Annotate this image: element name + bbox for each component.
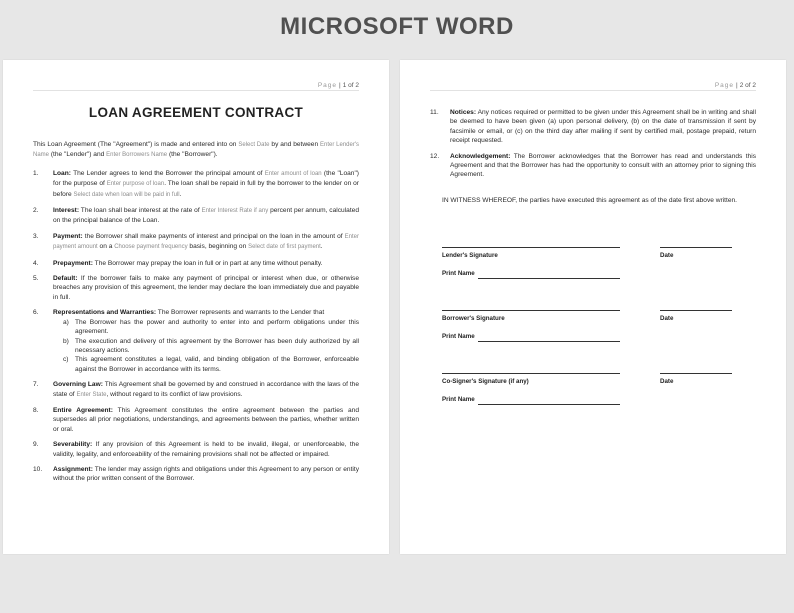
clause-item [33,308,359,374]
date-line[interactable] [660,373,732,374]
clause-number: 8. [33,406,39,414]
placeholder-field[interactable]: Select date of first payment [248,244,321,251]
sub-clause-text: The execution and delivery of this agreement by the Borrower has been duly authorized by all necessary actions. [75,337,359,354]
print-name-label: Print Name [442,396,475,404]
date-label: Date [660,252,674,260]
clause-heading: Payment: [53,232,83,240]
date-line[interactable] [660,247,732,248]
sub-clause [63,337,359,356]
clause-text: If the borrower fails to make any payment of principal or interest when due, or otherwise breaches any provision of this agreement, the lender may declare the loan immediately due and payable in full. [53,275,359,301]
clause-number: 3. [33,232,39,240]
clause-text: . The loan shall be repaid in full by the borrower to the lender on or before [53,180,359,198]
clause-item [33,169,359,200]
clause-heading: Loan: [53,169,71,177]
page2-body [430,108,756,436]
signature-block [442,373,756,436]
clause-text: , without regard to its conflict of law provisions. [106,390,243,398]
clause-text: This Agreement constitutes the entire agreement between the parties and supersedes all prior negotiations, understandings, and agreements between the parties, whether written or oral. [53,406,360,433]
placeholder-field[interactable]: Enter State [76,391,107,398]
clause-text: the Borrower shall make payments of interest and principal on the loan in the amount of [82,232,345,240]
sub-clause [63,355,359,374]
clause-item [33,206,359,226]
placeholder-field[interactable]: Choose payment frequency [114,244,188,251]
clause-number: 5. [33,275,39,283]
placeholder-field[interactable]: Enter amount of loan [264,170,322,177]
header-divider [430,90,756,91]
page-count: 2 of 2 [739,82,756,89]
signature-line[interactable] [442,310,620,311]
page-number: Page | 1 of 2 [317,82,359,89]
clause-heading: Representations and Warranties: [53,309,157,317]
sub-clause-letter: c) [63,356,69,364]
clause-text: basis, beginning on [187,243,249,251]
signature-line[interactable] [442,247,620,248]
clause-number: 7. [33,381,39,389]
clause-text: . [320,243,323,251]
document-title: LOAN AGREEMENT CONTRACT [88,105,304,120]
placeholder-field[interactable]: Select date when loan will be paid in full [73,191,180,198]
signature-label: Lender's Signature [442,252,498,260]
signature-block [442,247,756,310]
page-label: Page [714,82,735,89]
clause-item [33,232,359,253]
clause-list [33,169,359,484]
print-name-line[interactable] [478,404,620,405]
clause-text: This Loan Agreement (The "Agreement") is made and entered into on [33,141,239,148]
sub-clause [63,318,359,337]
clause-text: The Lender agrees to lend the Borrower the principal amount of [70,169,265,177]
clause-text: on a [97,243,115,251]
date-label: Date [660,378,674,386]
page1-body [33,140,359,490]
page-count: 1 of 2 [342,82,359,89]
clause-text: The Borrower acknowledges that the Borrower has read and understands this Agreement and that the Borrower has had the opportunity to consult with an attorney prior to signing this Agreement. [450,152,756,179]
sub-clause-text: The Borrower has the power and authority to enter into and perform obligations under this agreement. [75,318,359,336]
date-line[interactable] [660,310,732,311]
clause-text: The Borrower represents and warrants to the Lender that [156,309,325,317]
clause-number: 4. [33,259,39,267]
clause-number: 2. [33,207,39,215]
clause-text: (the "Loan") for the purpose of [53,169,360,188]
sub-clause-text: This agreement constitutes a legal, valid, and binding obligation of the Borrower, enforceable against the Borrower in accordance with its terms. [75,356,359,373]
clause-number: 9. [33,441,39,449]
clause-item [33,406,359,434]
clause-item [33,274,359,302]
clause-text: (the "Borrower"). [167,151,218,159]
sub-clause-letter: a) [63,318,69,326]
clause-heading: Governing Law: [53,381,103,389]
signature-block [442,310,756,373]
print-name-label: Print Name [442,270,475,278]
clause-heading: Notices: [450,109,477,116]
clause-text: If any provision of this Agreement is held to be invalid, illegal, or unenforceable, the validity, legality, and enforceability of the remaining provisions shall not be affected or impaired. [53,441,359,458]
clause-list [430,108,756,180]
clause-text: by and between [269,141,321,148]
clause-item [33,380,359,400]
clause-heading: Interest: [53,207,80,215]
clause-heading: Severability: [53,441,93,449]
clause-number: 6. [33,309,39,317]
clause-item [33,440,359,459]
placeholder-field[interactable]: Enter Interest Rate if any [201,208,269,215]
clause-text: percent per annum, calculated on the principal balance of the Loan. [53,207,359,225]
clause-number: 1. [33,169,39,177]
signature-section [430,247,756,436]
clause-number: 10. [33,465,43,473]
clause-heading: Entire Agreement: [53,406,113,414]
clause-item [33,465,359,484]
placeholder-field[interactable]: Enter payment amount [53,233,359,251]
signature-label: Borrower's Signature [442,315,505,323]
print-name-line[interactable] [478,341,620,342]
clause-heading: Acknowledgement: [450,152,511,160]
document-page-2 [400,60,786,554]
clause-item [430,108,756,146]
intro-paragraph [33,140,359,161]
document-page-1 [3,60,389,554]
banner-title: MICROSOFT WORD [280,13,514,40]
print-name-line[interactable] [478,278,620,279]
clause-item [33,259,359,268]
clause-heading: Prepayment: [53,259,93,267]
page-label: Page [317,82,338,89]
header-divider [33,90,359,91]
clause-heading: Default: [53,275,78,283]
clause-number: 11. [430,109,439,116]
page-number: Page | 2 of 2 [714,82,756,89]
clause-text: The lender may assign rights and obligations under this Agreement to any person or entity without the prior written consent of the Borrower. [53,465,359,483]
clause-heading: Assignment: [53,465,93,473]
print-name-label: Print Name [442,333,475,341]
clause-text: This Agreement shall be governed by and construed in accordance with the laws of the state of [53,381,359,398]
witness-statement: IN WITNESS WHEREOF, the parties have executed this agreement as of the date first above written. [442,196,738,204]
clause-text: The Borrower may prepay the loan in full or in part at any time without penalty. [92,259,323,267]
date-label: Date [660,315,674,323]
clause-text: The loan shall bear interest at the rate of [79,207,202,215]
clause-text: Any notices required or permitted to be given under this Agreement shall be in writing and shall be deemed to have been given (a) upon personal delivery, (b) on the date of transmission if sent by facsimile or email, or (c) on the third day after mailing if sent by certified mail, postage prepaid, return receipt requested. [450,109,756,145]
placeholder-field[interactable]: Select Date [238,142,270,148]
clause-item [430,152,756,180]
signature-line[interactable] [442,373,620,374]
clause-text: (the "Lender") and [49,151,107,159]
placeholder-field[interactable]: Enter Lender's Name [33,142,359,159]
signature-label: Co-Signer's Signature (if any) [442,378,529,386]
placeholder-field[interactable]: Enter purpose of loan [106,181,165,188]
clause-text: . [179,190,182,198]
sub-clause-letter: b) [63,337,69,345]
clause-number: 12. [430,152,440,160]
placeholder-field[interactable]: Enter Borrowers Name [106,152,168,159]
